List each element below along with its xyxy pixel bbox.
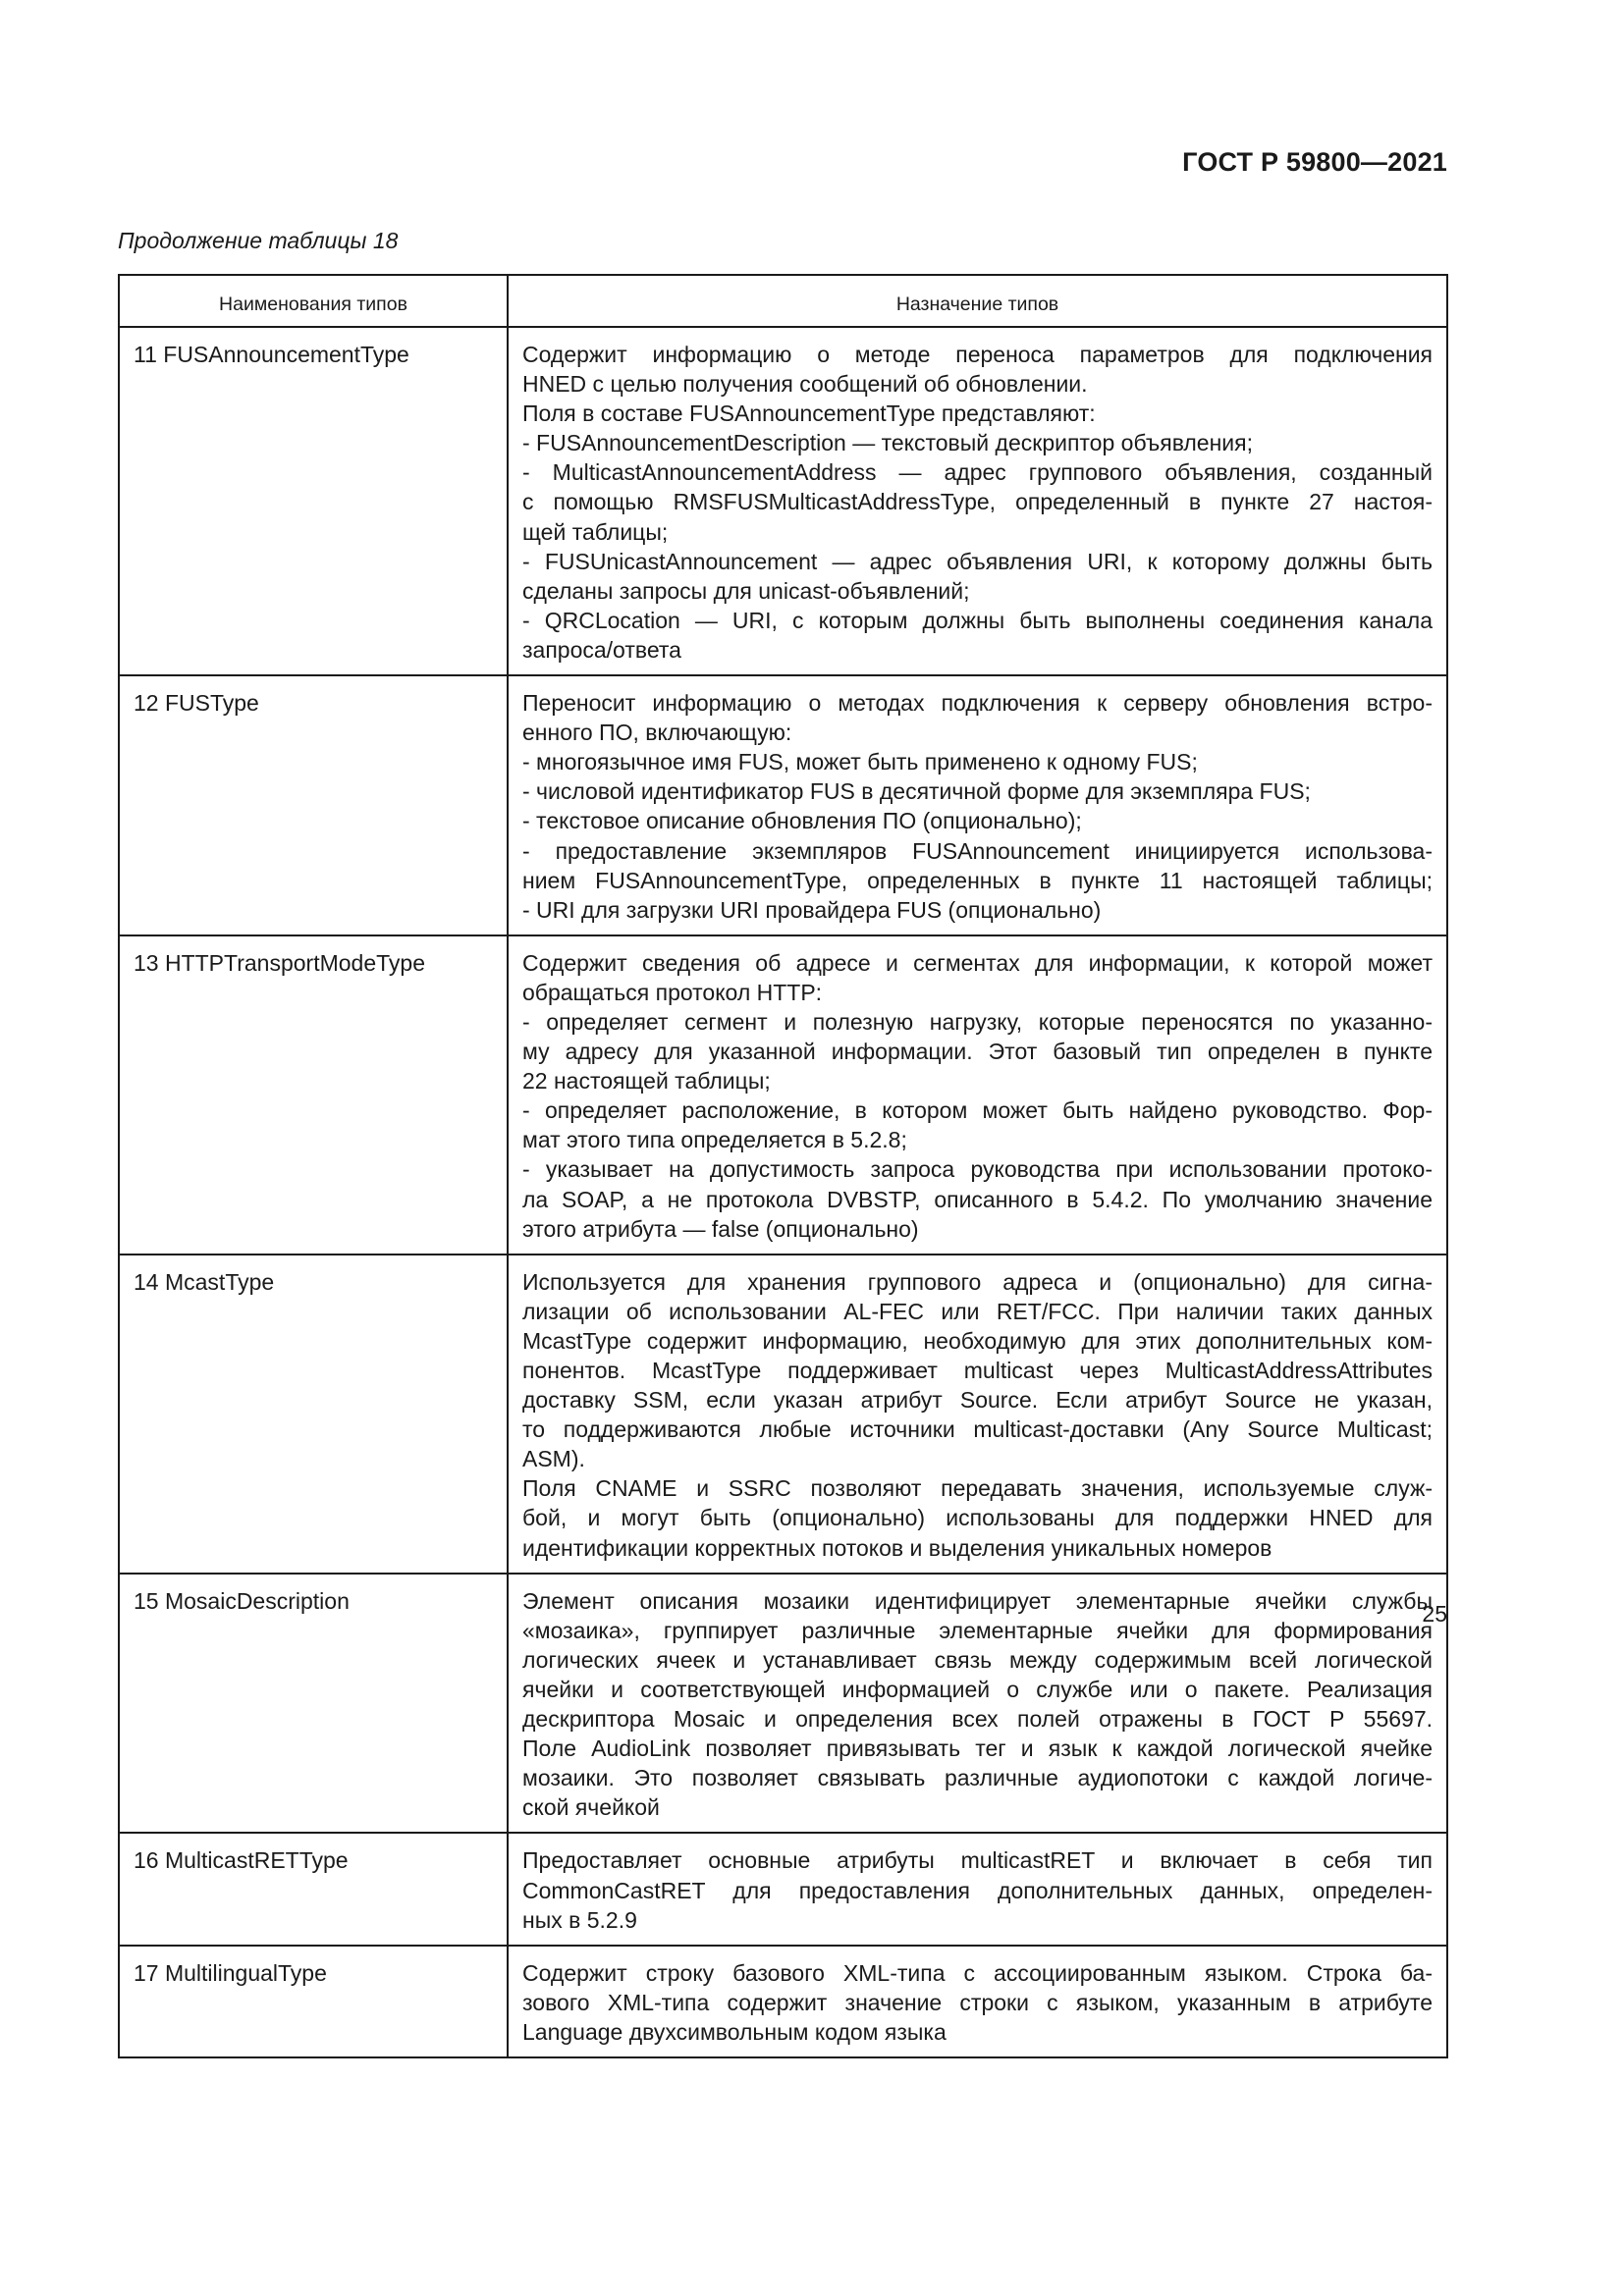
table-row (119, 1946, 1447, 2057)
description-line: идентификации корректных потоков и выделения уникальных номеров (522, 1534, 1272, 1561)
description-line: Содержит сведения об адресе и сегментах для информации, к которой может (522, 949, 1433, 976)
description-line: - многоязычное имя FUS, может быть применено к одному FUS; (522, 749, 1198, 775)
description-line: лизации об использовании AL-FEC или RET/FCC. При наличии таких данных (522, 1298, 1433, 1324)
description-line: ской ячейкой (522, 1794, 660, 1821)
description-line: ла SOAP, а не протокола DVBSTP, описанного в 5.4.2. По умолчанию значение (522, 1186, 1433, 1212)
type-name-cell: 12 FUSType (119, 675, 508, 935)
table-row (119, 1574, 1447, 1834)
description-line: Переносит информацию о методах подключения к серверу обновления встро- (522, 690, 1433, 717)
description-line: - QRCLocation — URI, с которым должны быть выполнены соединения канала (522, 607, 1433, 633)
column-header-type-names: Наименования типов (119, 275, 508, 327)
description-line: Элемент описания мозаики идентифицирует элементарные ячейки службы (522, 1587, 1433, 1614)
table-row (119, 1833, 1447, 1945)
description-line: Используется для хранения группового адреса и (опционально) для сигна- (522, 1268, 1433, 1295)
description-line: - предоставление экземпляров FUSAnnouncement инициируется использова- (522, 837, 1433, 864)
description-line: - указывает на допустимость запроса руководства при использовании протоко- (522, 1156, 1433, 1183)
description-line: мат этого типа определяется в 5.2.8; (522, 1127, 907, 1153)
description-line: - определяет сегмент и полезную нагрузку, которые переносятся по указанно- (522, 1008, 1433, 1035)
description-line: HNED с целью получения сообщений об обновлении. (522, 371, 1088, 398)
document-standard-header: ГОСТ Р 59800—2021 (1182, 147, 1447, 177)
description-line: Поля в составе FUSAnnouncementType представляют: (522, 400, 1096, 427)
description-line: му адресу для указанной информации. Этот базовый тип определен в пункте (522, 1039, 1433, 1065)
description-line: нием FUSAnnouncementType, определенных в пункте 11 настоящей таблицы; (522, 867, 1433, 893)
description-line: Language двухсимвольным кодом языка (522, 2018, 947, 2045)
types-table (118, 274, 1448, 2058)
description-line: этого атрибута — false (опционально) (522, 1215, 919, 1242)
description-line: 22 настоящей таблицы; (522, 1068, 771, 1095)
table-header-row (119, 275, 1447, 327)
description-line: - FUSUnicastAnnouncement — адрес объявления URI, к которому должны быть (522, 548, 1433, 574)
type-name-cell: 11 FUSAnnouncementType (119, 327, 508, 675)
type-name-cell: 13 HTTPTransportModeType (119, 935, 508, 1255)
description-line: - определяет расположение, в котором может быть найдено руководство. Фор- (522, 1097, 1433, 1124)
table-row (119, 327, 1447, 675)
description-line: Поле AudioLink позволяет привязывать тег и язык к каждой логической ячейке (522, 1735, 1433, 1762)
type-description-cell (508, 327, 1447, 675)
table-row (119, 1255, 1447, 1574)
description-line: - числовой идентификатор FUS в десятичной форме для экземпляра FUS; (522, 778, 1311, 805)
description-line: бой, и могут быть (опционально) использованы для поддержки HNED для (522, 1505, 1433, 1531)
type-name-cell: 17 MultilingualType (119, 1946, 508, 2057)
description-line: запроса/ответа (522, 636, 681, 663)
description-line: Содержит строку базового XML-типа с ассоциированным языком. Строка ба- (522, 1959, 1433, 1986)
type-description-cell (508, 935, 1447, 1255)
type-description-cell (508, 1574, 1447, 1834)
description-line: - URI для загрузки URI провайдера FUS (опционально) (522, 896, 1102, 923)
description-line: зового XML-типа содержит значение строки с языком, указанным в атрибуте (522, 1989, 1433, 2015)
type-description-cell (508, 1946, 1447, 2057)
table-body (119, 327, 1447, 2057)
description-line: - текстовое описание обновления ПО (опционально); (522, 808, 1082, 834)
description-line: понентов. McastType поддерживает multicast через MulticastAddressAttributes (522, 1358, 1433, 1383)
description-line: с помощью RMSFUSMulticastAddressType, определенный в пункте 27 настоя- (522, 489, 1433, 515)
page-number: 25 (1422, 1601, 1447, 1627)
description-line: ячейки и соответствующей информацией о службе или о пакете. Реализация (522, 1676, 1433, 1702)
description-line: дескриптора Mosaic и определения всех полей отражены в ГОСТ Р 55697. (522, 1706, 1433, 1733)
description-line: сделаны запросы для unicast-объявлений; (522, 577, 970, 604)
description-line: - FUSAnnouncementDescription — текстовый дескриптор объявления; (522, 430, 1253, 456)
description-line: Предоставляет основные атрибуты multicastRET и включает в себя тип (522, 1847, 1433, 1874)
description-line: CommonCastRET для предоставления дополнительных данных, определен- (522, 1877, 1433, 1903)
description-line: логических ячеек и устанавливает связь между содержимым всей логической (522, 1646, 1433, 1673)
description-line: енного ПО, включающую: (522, 720, 792, 746)
type-name-cell: 16 MulticastRETType (119, 1833, 508, 1945)
description-line: ных в 5.2.9 (522, 1906, 637, 1933)
table-row (119, 675, 1447, 935)
description-line: Поля CNAME и SSRC позволяют передавать значения, используемые служ- (522, 1475, 1433, 1502)
type-description-cell (508, 1833, 1447, 1945)
description-line: McastType содержит информацию, необходимую для этих дополнительных ком- (522, 1327, 1433, 1354)
table-caption: Продолжение таблицы 18 (118, 228, 399, 253)
type-description-cell (508, 675, 1447, 935)
description-line: мозаики. Это позволяет связывать различные аудиопотоки с каждой логиче- (522, 1765, 1433, 1791)
type-description-cell (508, 1255, 1447, 1574)
description-line: ASM). (522, 1446, 585, 1472)
description-line: Содержит информацию о методе переноса параметров для подключения (522, 342, 1433, 367)
table-row (119, 935, 1447, 1255)
type-name-cell: 15 MosaicDescription (119, 1574, 508, 1834)
description-line: обращаться протокол HTTP: (522, 979, 823, 1005)
type-name-cell: 14 McastType (119, 1255, 508, 1574)
description-line: доставку SSM, если указан атрибут Source. Если атрибут Source не указан, (522, 1387, 1433, 1414)
description-line: щей таблицы; (522, 518, 669, 545)
column-header-type-purpose: Назначение типов (508, 275, 1447, 327)
description-line: то поддерживаются любые источники multicast-доставки (Any Source Multicast; (522, 1416, 1433, 1443)
description-line: - MulticastAnnouncementAddress — адрес группового объявления, созданный (522, 459, 1433, 486)
description-line: «мозаика», группирует различные элементарные ячейки для формирования (522, 1617, 1433, 1643)
